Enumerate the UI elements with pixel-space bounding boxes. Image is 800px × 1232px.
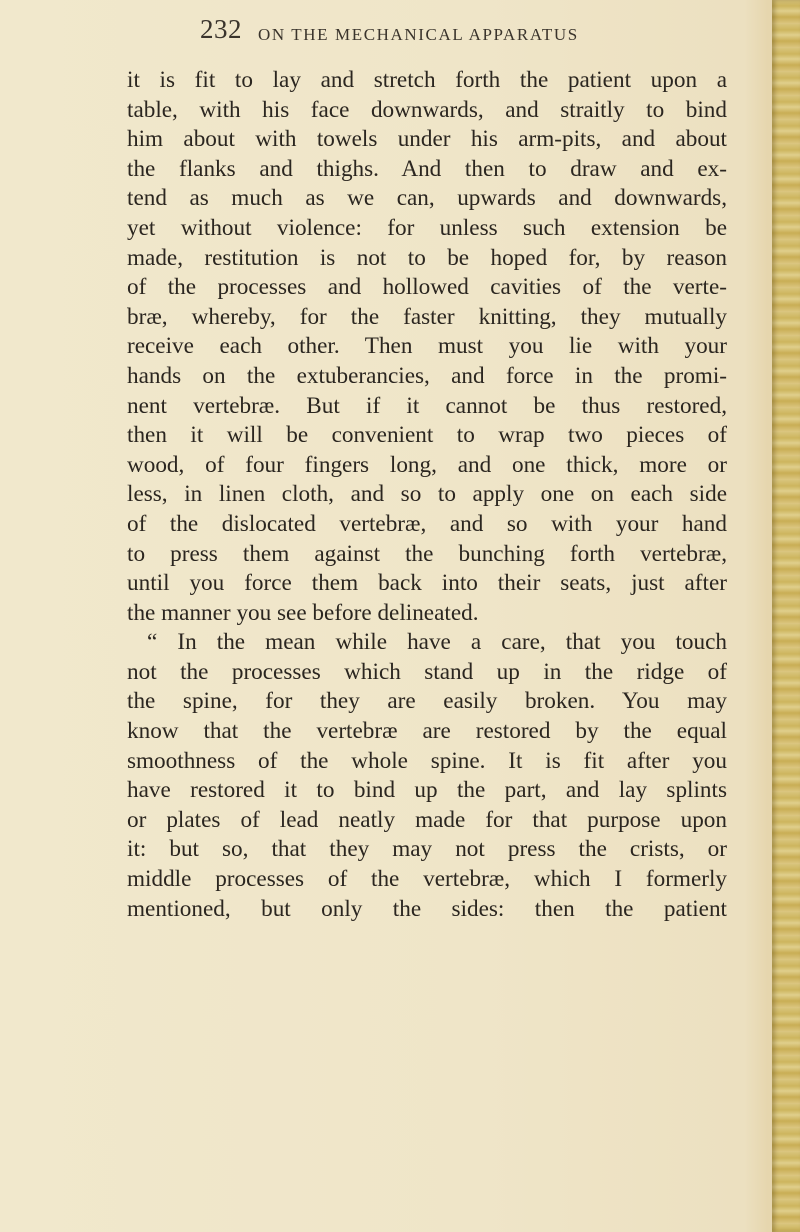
- text-line: it: but so, that they may not press the crists, or: [127, 836, 727, 863]
- text-line: him about with towels under his arm-pits, and about: [127, 126, 727, 153]
- text-line: “ In the mean while have a care, that you touch: [147, 629, 727, 656]
- page-number: 232: [200, 14, 242, 44]
- text-line: of the processes and hollowed cavities of the verte-: [127, 274, 727, 301]
- text-line: then it will be convenient to wrap two pieces of: [127, 422, 727, 449]
- text-line: tend as much as we can, upwards and downwards,: [127, 185, 727, 212]
- text-line: or plates of lead neatly made for that purpose upon: [127, 806, 727, 833]
- text-line: not the processes which stand up in the ridge of: [127, 658, 727, 685]
- text-line: know that the vertebræ are restored by the equal: [127, 718, 727, 745]
- text-line: nent vertebræ. But if it cannot be thus restored,: [127, 392, 727, 419]
- text-line: less, in linen cloth, and so to apply one on each side: [127, 481, 727, 508]
- text-line: of the dislocated vertebræ, and so with your hand: [127, 510, 727, 537]
- text-line: mentioned, but only the sides: then the patient: [127, 895, 727, 922]
- text-line: wood, of four fingers long, and one thick, more or: [127, 451, 727, 478]
- text-line: made, restitution is not to be hoped for, by reason: [127, 244, 727, 271]
- text-line: yet without violence: for unless such extension be: [127, 214, 727, 241]
- text-line: it is fit to lay and stretch forth the patient upon a: [127, 67, 727, 93]
- text-line: table, with his face downwards, and straitly to bind: [127, 96, 727, 123]
- text-line: smoothness of the whole spine. It is fit after you: [127, 747, 727, 774]
- text-line: receive each other. Then must you lie with your: [127, 333, 727, 360]
- text-line: hands on the extuberancies, and force in the promi-: [127, 362, 727, 389]
- text-line: have restored it to bind up the part, and lay splints: [127, 777, 727, 804]
- running-head: ON THE MECHANICAL APPARATUS: [258, 25, 579, 44]
- text-line: the flanks and thighs. And then to draw and ex-: [127, 155, 727, 182]
- text-line: the manner you see before delineated.: [127, 599, 479, 626]
- text-line: middle processes of the vertebræ, which I formerly: [127, 866, 727, 893]
- body-text: [127, 66, 727, 924]
- text-line: the spine, for they are easily broken. You may: [127, 688, 727, 715]
- text-line: to press them against the bunching forth vertebræ,: [127, 540, 727, 567]
- page-edge-strip: [772, 0, 800, 1232]
- text-line: bræ, whereby, for the faster knitting, they mutually: [127, 303, 727, 330]
- text-line: until you force them back into their seats, just after: [127, 570, 727, 597]
- page-header: [200, 14, 760, 54]
